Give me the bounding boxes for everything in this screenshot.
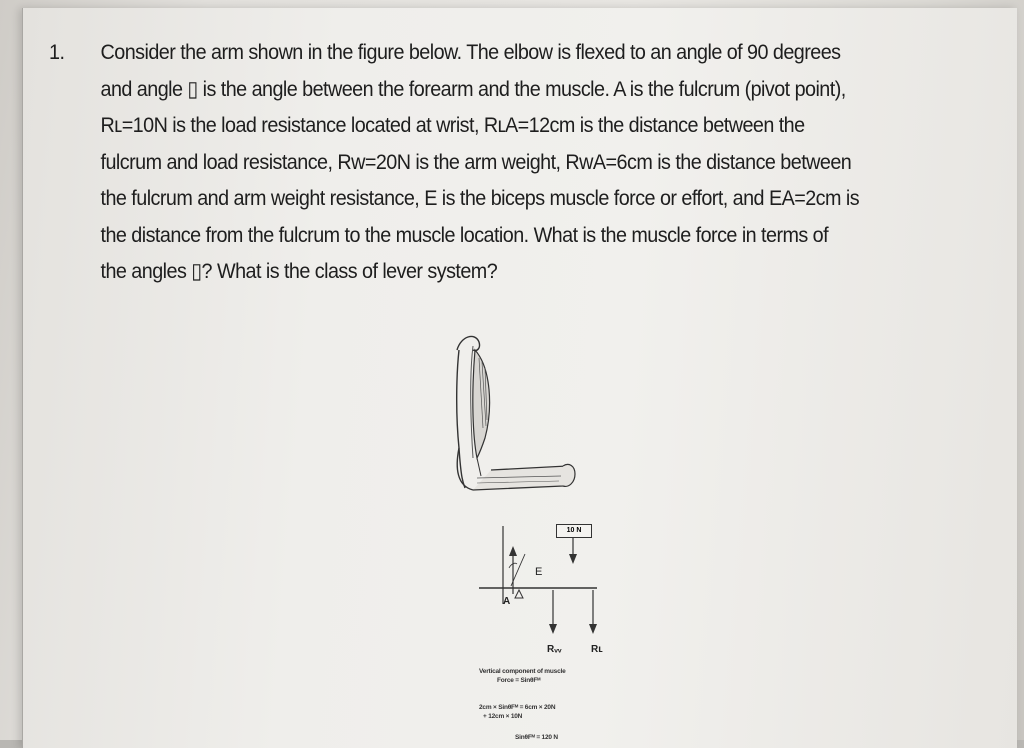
handwritten-note: Vertical component of muscle (479, 668, 566, 675)
shoulder-cap (457, 336, 480, 350)
arm-lever-figure (451, 328, 641, 748)
question-line: Rʟ=10N is the load resistance located at wrist, RʟA=12cm is the distance between the (100, 113, 805, 137)
effort-arrowhead (509, 546, 517, 556)
question-text (101, 34, 1021, 290)
handwritten-note: + 12cm × 10N (483, 713, 523, 720)
biceps-tendon (477, 458, 481, 476)
question-line: the angles ▯? What is the class of lever system? (100, 259, 498, 283)
arm-weight-arrowhead (549, 624, 557, 634)
fulcrum-triangle (515, 590, 523, 598)
paper-page (22, 8, 1017, 748)
question-line: the fulcrum and arm weight resistance, E is the biceps muscle force or effort, and EA=2cm is (100, 186, 860, 210)
fulcrum-label: A (503, 596, 511, 607)
load-value-box: 10 N (556, 524, 592, 538)
arm-drawing (451, 328, 641, 748)
question-line: Consider the arm shown in the figure below. The elbow is flexed to an angle of 90 degrees (100, 40, 841, 64)
upper-arm-outline (457, 350, 465, 488)
load-arrowhead (569, 554, 577, 564)
effort-label: E (535, 566, 543, 578)
load-resistance-label: Rʟ (591, 644, 603, 655)
question-line: the distance from the fulcrum to the muscle location. What is the muscle force in terms of (100, 222, 829, 247)
biceps-muscle (473, 350, 490, 458)
question-line: and angle ▯ is the angle between the forearm and the muscle. A is the fulcrum (pivot point), (100, 76, 846, 101)
question-line: fulcrum and load resistance, Rw=20N is the arm weight, RwA=6cm is the distance between (100, 149, 852, 174)
handwritten-note: Force = SinθFᴹ (497, 677, 541, 684)
arm-weight-label: Rᵥᵥ (547, 644, 562, 655)
hand-outline (563, 464, 575, 486)
question-number: 1. (49, 40, 65, 64)
handwritten-note: 2cm × SinθFᴹ = 6cm × 20N (479, 704, 556, 711)
question-block (49, 34, 932, 290)
load-resistance-arrowhead (589, 624, 597, 634)
handwritten-note: SinθFᴹ = 120 N (515, 734, 558, 741)
